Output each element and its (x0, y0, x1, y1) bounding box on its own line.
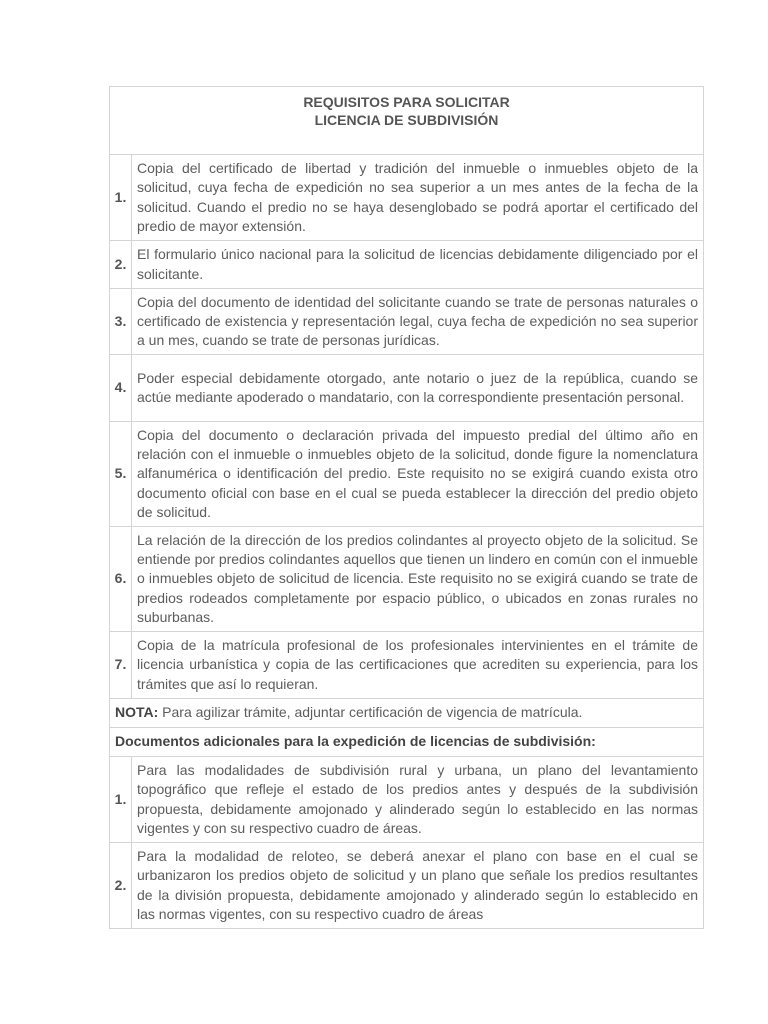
note-label: NOTA: (115, 704, 159, 721)
requirement-row (110, 155, 704, 241)
document-title (110, 87, 704, 155)
requirement-number: 2. (110, 241, 132, 289)
requirement-text: Poder especial debidamente otorgado, ante notario o juez de la república, cuando se actúe mediante apoderado o mandatario, con la correspondiente presentación personal. (132, 355, 704, 422)
additional-row (110, 843, 704, 929)
requirement-row (110, 632, 704, 699)
requirement-text: La relación de la dirección de los predios colindantes al proyecto objeto de la solicitud. Se entiende por predios colindantes aquellos que tienen un lindero en común con el inmueble o inmuebles objeto de solicitud de licencia. Este requisito no se exigirá cuando se trate de predios rodeados completamente por espacio público, o ubicados en zonas rurales no suburbanas. (132, 527, 704, 632)
requirement-text: Copia del certificado de libertad y tradición del inmueble o inmuebles objeto de la solicitud, cuya fecha de expedición no sea superior a un mes antes de la fecha de la solicitud. Cuando el predio no se haya desenglobado se podrá aportar el certificado del predio de mayor extensión. (132, 155, 704, 241)
requirement-row (110, 527, 704, 632)
note-text: Para agilizar trámite, adjuntar certificación de vigencia de matrícula. (158, 704, 583, 721)
additional-heading: Documentos adicionales para la expedición de licencias de subdivisión: (110, 728, 704, 757)
requirement-number: 1. (110, 155, 132, 241)
requirement-text: Copia de la matrícula profesional de los profesionales intervinientes en el trámite de licencia urbanística y copia de las certificaciones que acrediten su experiencia, para los trámites que así lo requieran. (132, 632, 704, 699)
requirement-number: 7. (110, 632, 132, 699)
additional-row (110, 757, 704, 843)
note-row (110, 699, 704, 728)
requirement-row (110, 241, 704, 289)
additional-number: 1. (110, 757, 132, 843)
requirement-number: 6. (110, 527, 132, 632)
requirement-number: 3. (110, 289, 132, 355)
requirement-text: Copia del documento de identidad del solicitante cuando se trate de personas naturales o certificado de existencia y representación legal, cuya fecha de expedición no sea superior a un mes, cuando se trate de personas jurídicas. (132, 289, 704, 355)
requirement-number: 4. (110, 355, 132, 422)
requirement-number: 5. (110, 422, 132, 527)
additional-text: Para las modalidades de subdivisión rural y urbana, un plano del levantamiento topográfico que refleje el estado de los predios antes y después de la subdivisión propuesta, debidamente amojonado y alinderado según lo establecido en las normas vigentes y con su respectivo cuadro de áreas. (132, 757, 704, 843)
note-cell (110, 699, 704, 728)
title-row (110, 87, 704, 155)
additional-text: Para la modalidad de reloteo, se deberá anexar el plano con base en el cual se urbanizaron los predios objeto de solicitud y un plano que señale los predios resultantes de la división propuesta, debidamente amojonado y alinderado según lo establecido en las normas vigentes, con su respectivo cuadro de áreas (132, 843, 704, 929)
requirement-text: El formulario único nacional para la solicitud de licencias debidamente diligenciado por el solicitante. (132, 241, 704, 289)
title-line-2: LICENCIA DE SUBDIVISIÓN (314, 112, 499, 128)
requirement-row (110, 289, 704, 355)
requirement-text: Copia del documento o declaración privada del impuesto predial del último año en relación con el inmueble o inmuebles objeto de la solicitud, donde figure la nomenclatura alfanumérica o identificación del predio. Este requisito no se exigirá cuando exista otro documento oficial con base en el cual se pueda establecer la dirección del predio objeto de solicitud. (132, 422, 704, 527)
requirement-row (110, 422, 704, 527)
additional-heading-row (110, 728, 704, 757)
requirement-row (110, 355, 704, 422)
requirements-table (109, 86, 704, 929)
title-line-1: REQUISITOS PARA SOLICITAR (303, 94, 510, 110)
additional-number: 2. (110, 843, 132, 929)
